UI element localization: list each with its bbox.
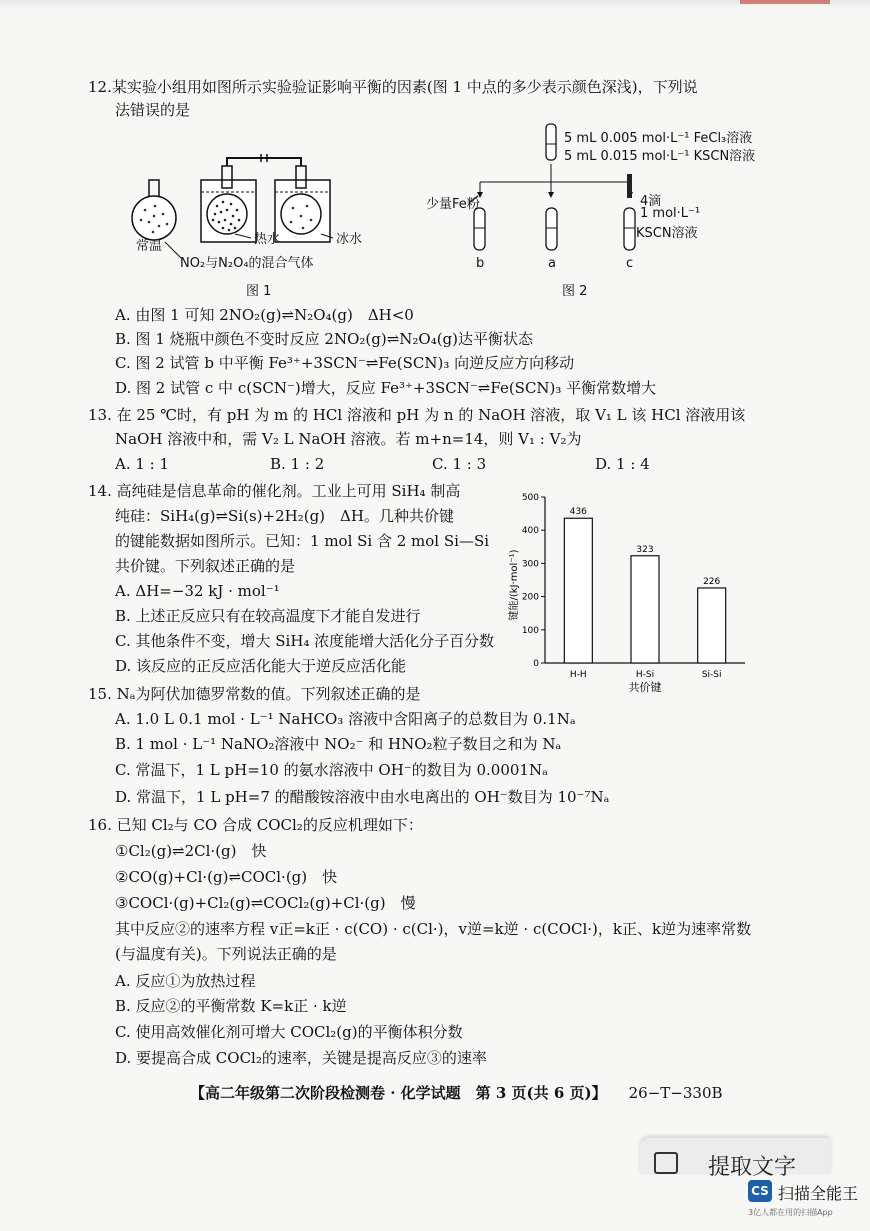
fig2-caption: 图 2 [562,284,588,299]
q14-option-a: A. ΔH=−32 kJ · mol⁻¹ [115,582,280,600]
fig1-gas-mixture-label: NO₂与N₂O₄的混合气体 [180,256,314,271]
q16-reaction-2: ②CO(g)+Cl·(g)⇌COCl·(g) 快 [115,868,338,886]
chart-bar-value-label: 323 [636,544,654,555]
extract-text-label: 提取文字 [708,1155,797,1180]
q16-reaction-3: ③COCl·(g)+Cl₂(g)⇌COCl₂(g)+Cl·(g) 慢 [115,894,416,912]
q15-option-c: C. 常温下，1 L pH=10 的氨水溶液中 OH⁻的数目为 0.0001Nₐ [115,761,548,779]
q14-stem-line4: 共价键。下列叙述正确的是 [115,557,296,575]
q12-stem-line1: 12.某实验小组用如图所示实验验证影响平衡的因素(图 1 中点的多少表示颜色深浅)，下列说 [88,78,698,96]
q16-stem-line2: (与温度有关)。下列说法正确的是 [115,945,337,963]
scan-red-mark [740,0,830,4]
q16-option-d: D. 要提高合成 COCl₂的速率，关键是提高反应③的速率 [115,1049,487,1067]
q13-option-b: B. 1 : 2 [270,455,325,473]
fig2-fe-powder-label: 少量Fe粉 [426,197,480,212]
q16-stem: 16. 已知 Cl₂与 CO 合成 COCl₂的反应机理如下： [88,816,423,834]
q12-option-c: C. 图 2 试管 b 中平衡 Fe³⁺+3SCN⁻⇌Fe(SCN)₃ 向逆反应方向移动 [115,354,575,372]
q12-stem-line2: 法错误的是 [115,101,191,119]
bond-energy-bar-chart [505,485,750,695]
camscanner-tagline: 3亿人都在用的扫描App [748,1208,833,1217]
q16-reaction-1: ①Cl₂(g)⇌2Cl·(g) 快 [115,842,267,860]
q16-rate-equation: 其中反应②的速率方程 v正=k正 · c(CO) · c(Cl·)，v逆=k逆 · c(COCl·)，k正、k逆为速率常数 [115,920,752,938]
q15-option-a: A. 1.0 L 0.1 mol · L⁻¹ NaHCO₃ 溶液中含阳离子的总数目为 0.1Nₐ [115,710,576,728]
q14-stem-line3: 的键能数据如图所示。已知：1 mol Si 含 2 mol Si—Si [115,532,490,550]
chart-bar-value-label: 436 [569,507,587,518]
q13-option-d: D. 1 : 4 [595,455,650,473]
chart-x-tick-label: Si-Si [701,670,722,680]
q12-option-d: D. 图 2 试管 c 中 c(SCN⁻)增大，反应 Fe³⁺+3SCN⁻⇌Fe(SCN)₃ 平衡常数增大 [115,379,657,397]
footer-title: 【高二年级第二次阶段检测卷 · 化学试题 第 3 页(共 6 页)】 [190,1084,607,1102]
fig2-reagent-kscn: 5 mL 0.015 mol·L⁻¹ KSCN溶液 [564,149,756,164]
chart-y-tick-label: 400 [521,526,539,537]
q12-option-a: A. 由图 1 可知 2NO₂(g)⇌N₂O₄(g) ΔH<0 [115,306,414,324]
fig1-ice-water-label: 冰水 [336,232,363,247]
chart-bar [631,556,659,663]
chart-y-tick-label: 0 [533,659,539,669]
text-extract-icon [654,1152,678,1174]
chart-x-axis-label: 共价键 [628,681,662,694]
footer-code: 26−T−330B [628,1084,723,1102]
chart-y-axis-label: 键能/(kJ·mol⁻¹) [509,549,520,621]
q16-option-c: C. 使用高效催化剂可增大 COCl₂(g)的平衡体积分数 [115,1023,463,1041]
chart-x-tick-label: H-Si [635,670,655,680]
page-footer [190,1082,723,1103]
camscanner-logo-icon: CS [748,1180,772,1202]
fig2-tube-c-label: c [626,256,634,271]
q14-option-c: C. 其他条件不变，增大 SiH₄ 浓度能增大活化分子百分数 [115,632,495,650]
chart-bar-value-label: 226 [703,576,721,587]
camscanner-app-name: 扫描全能王 [778,1184,859,1203]
extract-text-button[interactable] [640,1138,830,1180]
fig1-hot-water-label: 热水 [254,232,281,247]
q15-stem: 15. Nₐ为阿伏加德罗常数的值。下列叙述正确的是 [88,685,421,703]
q12-option-b: B. 图 1 烧瓶中颜色不变时反应 2NO₂(g)⇌N₂O₄(g)达平衡状态 [115,330,534,348]
chart-y-tick-label: 100 [521,625,539,636]
q14-option-d: D. 该反应的正反应活化能大于逆反应活化能 [115,657,407,675]
chart-y-tick-label: 200 [521,592,539,603]
q15-option-d: D. 常温下，1 L pH=7 的醋酸铵溶液中由水电离出的 OH⁻数目为 10⁻⁷Nₐ [115,788,610,806]
fig2-drops-label: 4滴 [640,194,662,209]
chart-bar [698,588,726,663]
chart-y-tick-label: 300 [521,559,539,570]
fig1-caption: 图 1 [246,284,272,299]
q14-option-b: B. 上述正反应只有在较高温度下才能自发进行 [115,607,421,625]
q15-option-b: B. 1 mol · L⁻¹ NaNO₂溶液中 NO₂⁻ 和 HNO₂粒子数目之和为 Nₐ [115,735,562,753]
q16-option-a: A. 反应①为放热过程 [115,972,256,990]
fig1-room-temp-label: 常温 [136,239,163,254]
fig2-tube-b-label: b [476,256,485,271]
fig2-tube-a-label: a [548,256,556,271]
chart-x-tick-label: H-H [569,670,587,680]
q13-option-c: C. 1 : 3 [432,455,487,473]
fig2-drops-conc: 1 mol·L⁻¹ [640,206,701,221]
q13-option-a: A. 1 : 1 [115,455,170,473]
q14-stem-line2: 纯硅：SiH₄(g)⇌Si(s)+2H₂(g) ΔH。几种共价键 [115,507,454,525]
q16-option-b: B. 反应②的平衡常数 K=k正 · k逆 [115,997,347,1015]
fig2-reagent-fecl3: 5 mL 0.005 mol·L⁻¹ FeCl₃溶液 [564,131,753,146]
q14-stem-line1: 14. 高纯硅是信息革命的催化剂。工业上可用 SiH₄ 制高 [88,482,461,500]
chart-y-tick-label: 500 [521,493,539,503]
chart-bar [564,518,592,663]
q13-stem-line2: NaOH 溶液中和，需 V₂ L NaOH 溶液。若 m+n=14，则 V₁ : V₂为 [115,430,582,448]
fig2-drops-reagent: KSCN溶液 [636,226,698,241]
q13-stem-line1: 13. 在 25 ℃时，有 pH 为 m 的 HCl 溶液和 pH 为 n 的 NaOH 溶液，取 V₁ L 该 HCl 溶液用该 [88,406,746,424]
